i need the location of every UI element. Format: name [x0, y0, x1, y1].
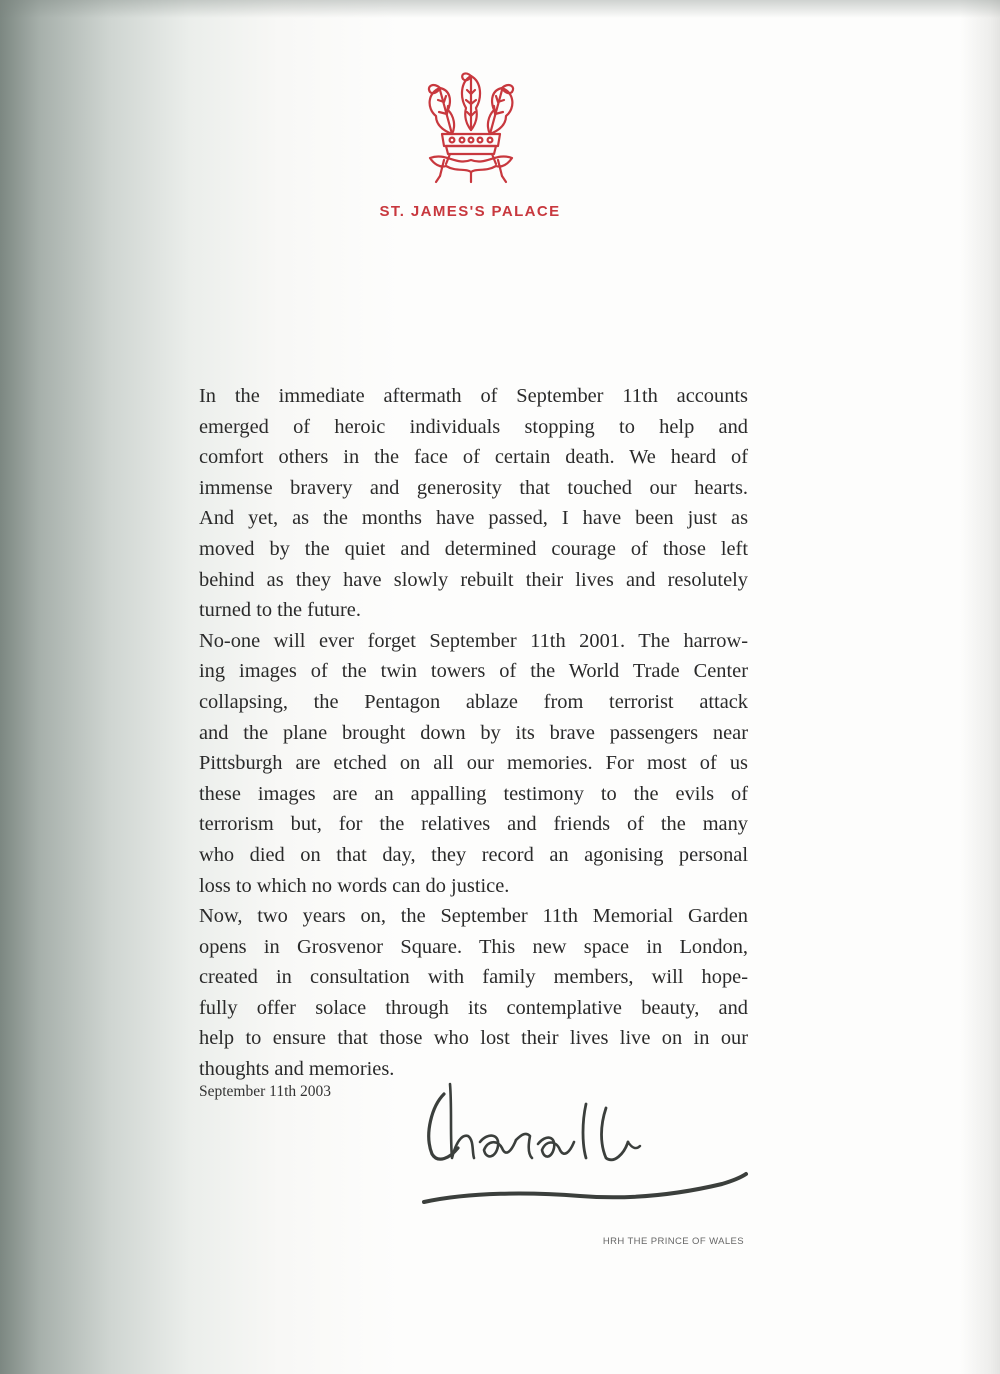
letter-line: In the immediate aftermath of September 11th accounts [199, 385, 748, 407]
prince-of-wales-feathers-icon [416, 68, 526, 190]
letter-line: comfort others in the face of certain death. We heard of [199, 446, 748, 469]
letter-line: loss to which no words can do justice. [199, 874, 510, 897]
letter-line: opens in Grosvenor Square. This new space in London, [199, 935, 748, 958]
letter-line: Now, two years on, the September 11th Memorial Garden [199, 905, 748, 928]
letter-line: ing images of the twin towers of the World Trade Center [199, 660, 748, 683]
letter-line: fully offer solace through its contemplative beauty, and [199, 996, 748, 1019]
letter-line: collapsing, the Pentagon ablaze from terrorist attack [199, 690, 748, 713]
letter-line: created in consultation with family members, will hope- [199, 966, 748, 989]
letter-line: turned to the future. [199, 599, 361, 622]
letter-line: help to ensure that those who lost their lives live on in our [199, 1027, 748, 1050]
handwritten-signature [410, 1078, 760, 1218]
letter-line: Pittsburgh are etched on all our memories. For most of us [199, 752, 748, 775]
letter-line: emerged of heroic individuals stopping to help and [199, 415, 748, 438]
letter-line: immense bravery and generosity that touched our hearts. [199, 476, 748, 499]
letter-line: these images are an appalling testimony to the evils of [199, 782, 748, 805]
letter-body [199, 381, 748, 1085]
letter-line: and the plane brought down by its brave passengers near [199, 721, 748, 744]
letter-line: who died on that day, they record an agonising personal [199, 843, 748, 866]
letter-line: thoughts and memories. [199, 1058, 395, 1081]
palace-heading: ST. JAMES'S PALACE [379, 203, 561, 220]
letter-line: terrorism but, for the relatives and friends of the many [199, 813, 748, 836]
signatory-title: HRH THE PRINCE OF WALES [602, 1236, 744, 1247]
letter-date: September 11th 2003 [199, 1083, 332, 1100]
letter-line: And yet, as the months have passed, I have been just as [199, 507, 748, 530]
letter-line: behind as they have slowly rebuilt their lives and resolutely [199, 568, 748, 591]
letter-line: No-one will ever forget September 11th 2001. The harrow- [199, 629, 748, 652]
letter-line: moved by the quiet and determined courage of those left [199, 537, 748, 560]
